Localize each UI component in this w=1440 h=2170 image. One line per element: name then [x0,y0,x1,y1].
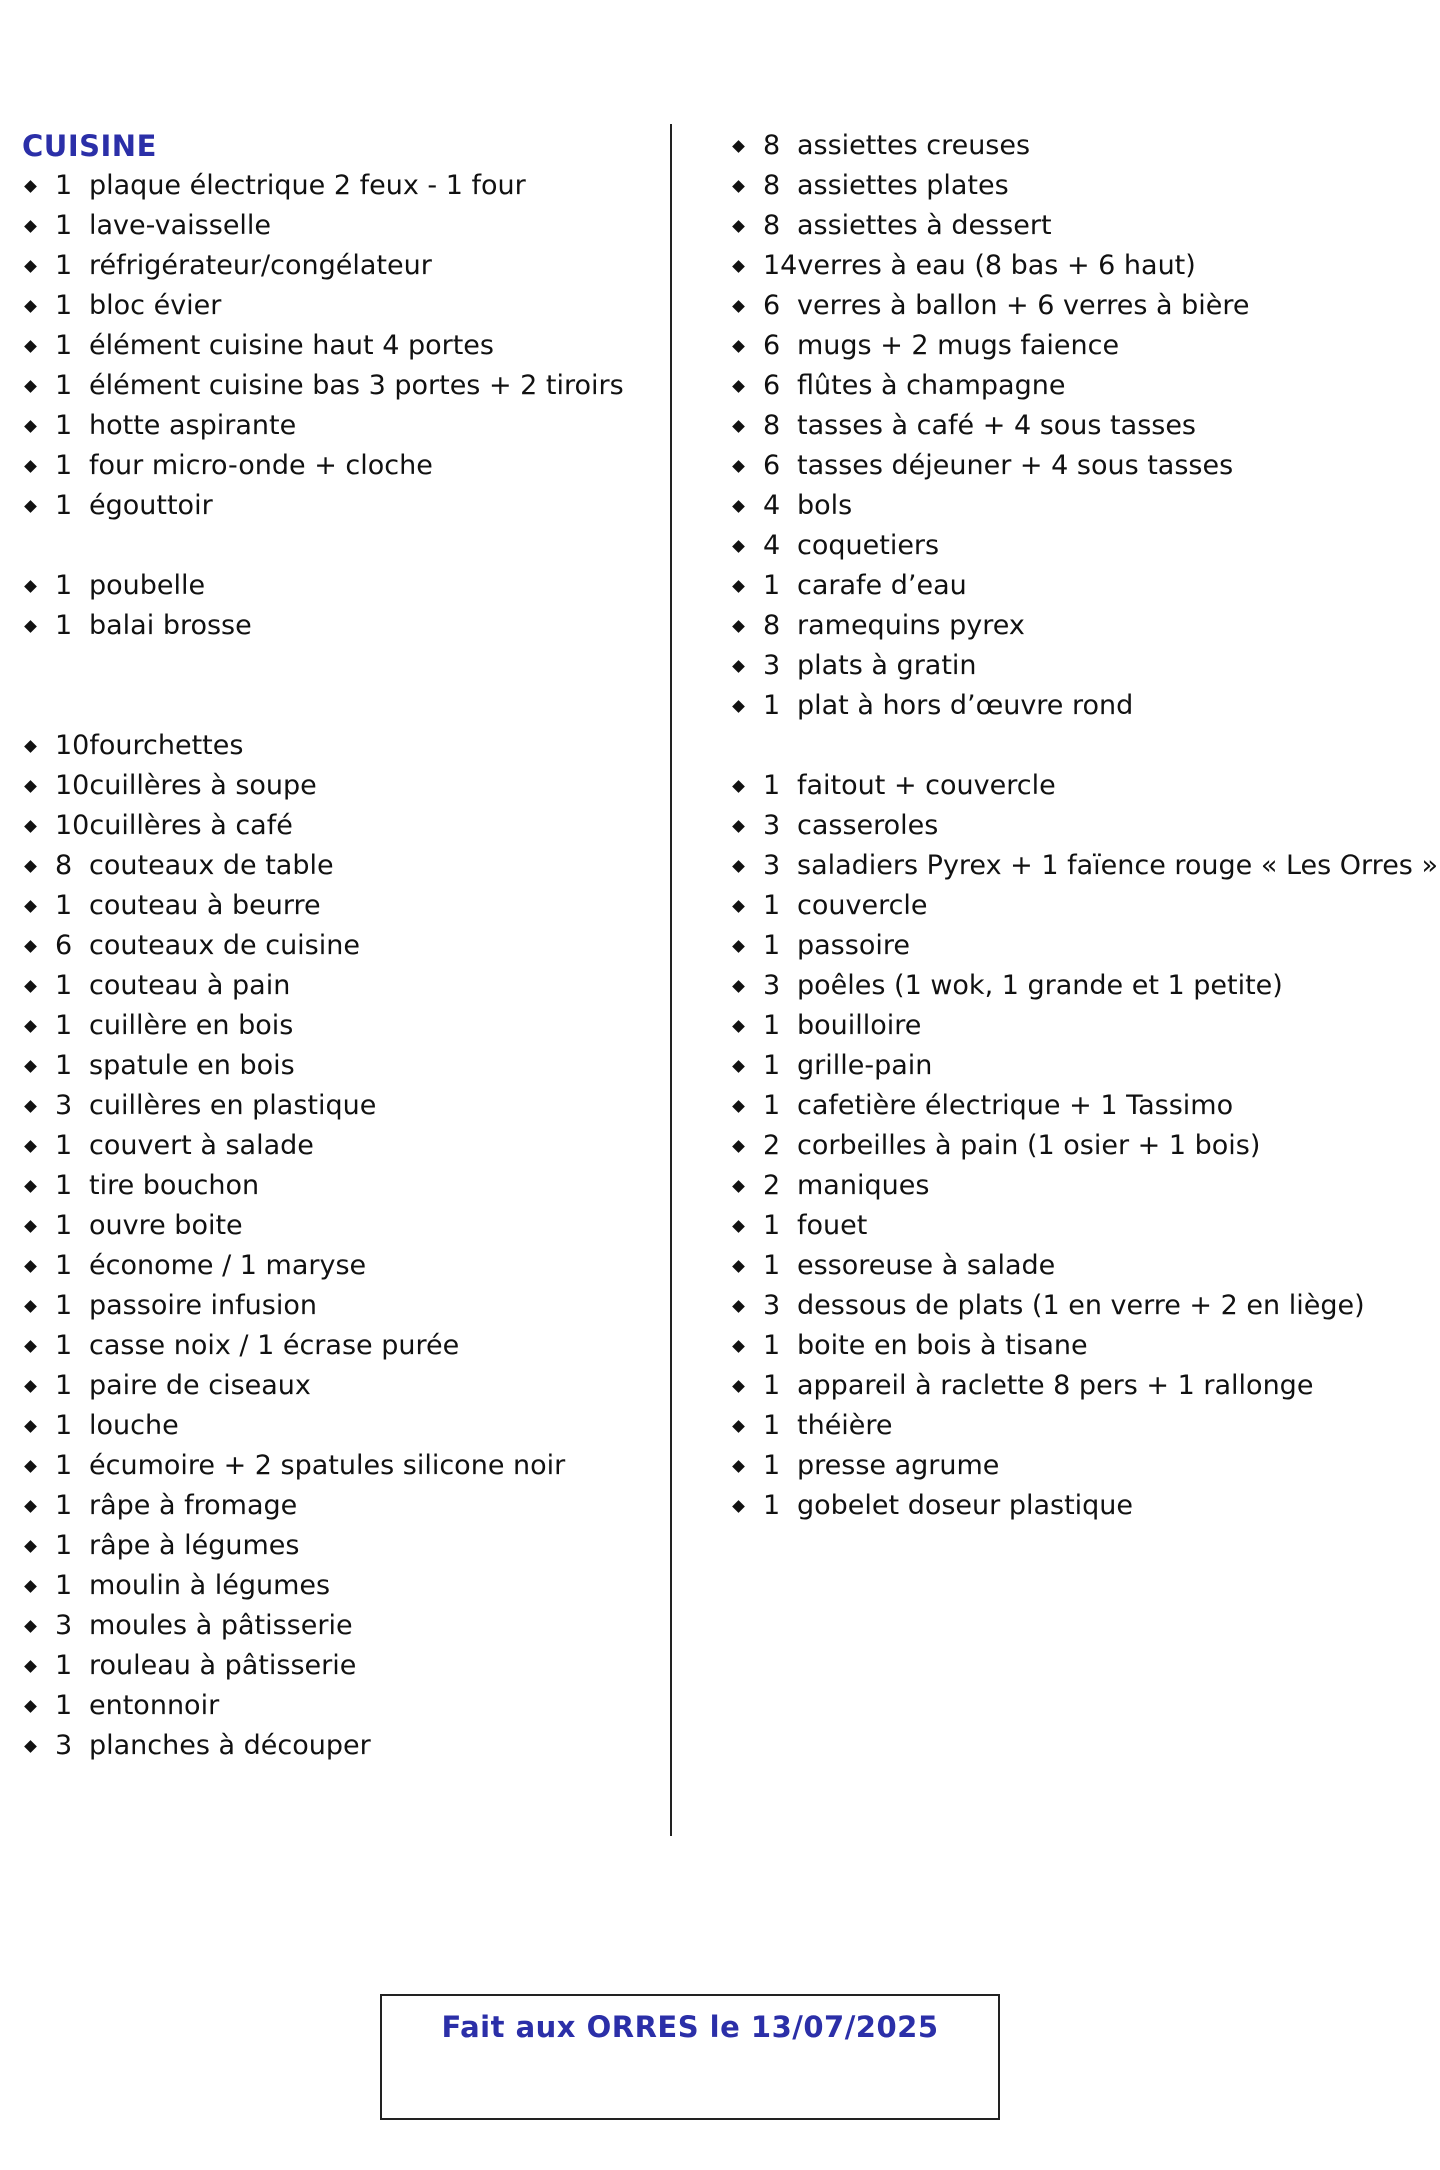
signature-box [380,1994,1000,2120]
list-item [22,166,642,206]
item-label: théière [797,1410,893,1441]
bullet-diamond-icon [24,740,37,753]
list-item [730,1486,1430,1526]
item-quantity: 3 [55,1610,73,1641]
item-quantity: 10 [55,770,90,801]
item-label: essoreuse à salade [797,1250,1056,1281]
item-label: passoire [797,930,910,961]
item-quantity: 1 [763,1370,781,1401]
item-label: grille-pain [797,1050,933,1081]
bullet-diamond-icon [24,620,37,633]
list-item [730,646,1430,686]
item-quantity: 2 [763,1170,781,1201]
item-quantity: 8 [763,410,781,441]
list-item [22,846,642,886]
item-quantity: 1 [763,1330,781,1361]
item-quantity: 1 [55,330,73,361]
bullet-diamond-icon [732,620,745,633]
left-column [22,126,642,1766]
list-item [22,326,642,366]
item-quantity: 1 [55,1690,73,1721]
list-item [730,1366,1430,1406]
item-label: cuillères en plastique [89,1090,377,1121]
item-quantity: 1 [55,170,73,201]
list-item [22,406,642,446]
bullet-diamond-icon [24,580,37,593]
item-quantity: 1 [763,1250,781,1281]
item-quantity: 10 [55,730,90,761]
bullet-diamond-icon [24,820,37,833]
list-item [22,1566,642,1606]
bullet-diamond-icon [24,260,37,273]
list-item [22,1526,642,1566]
item-label: fourchettes [89,730,244,761]
item-label: élément cuisine bas 3 portes + 2 tiroirs [89,370,624,401]
bullet-diamond-icon [732,140,745,153]
item-label: couvert à salade [89,1130,314,1161]
bullet-diamond-icon [24,1660,37,1673]
bullet-diamond-icon [24,500,37,513]
bullet-diamond-icon [24,860,37,873]
item-quantity: 1 [763,1010,781,1041]
item-quantity: 1 [763,1410,781,1441]
bullet-diamond-icon [732,1300,745,1313]
item-label: couteaux de table [89,850,334,881]
item-quantity: 1 [763,1090,781,1121]
list-item [22,286,642,326]
bullet-diamond-icon [732,1140,745,1153]
item-quantity: 14 [763,250,798,281]
bullet-diamond-icon [24,1220,37,1233]
item-quantity: 1 [55,250,73,281]
list-item [22,566,642,606]
list-item [22,766,642,806]
item-label: casse noix / 1 écrase purée [89,1330,460,1361]
bullet-diamond-icon [732,860,745,873]
bullet-diamond-icon [24,980,37,993]
item-quantity: 1 [55,450,73,481]
right-column [730,126,1438,1526]
item-quantity: 1 [55,370,73,401]
list-item [22,1286,642,1326]
list-item [22,1246,642,1286]
item-quantity: 3 [763,850,781,881]
list-item [22,1486,642,1526]
item-quantity: 6 [55,930,73,961]
item-label: couteaux de cuisine [89,930,360,961]
list-item [22,726,642,766]
bullet-diamond-icon [732,540,745,553]
item-label: tasses à café + 4 sous tasses [797,410,1197,441]
item-label: écumoire + 2 spatules silicone noir [89,1450,566,1481]
item-quantity: 1 [55,1130,73,1161]
list-item [730,366,1430,406]
bullet-diamond-icon [24,1340,37,1353]
item-quantity: 1 [763,1450,781,1481]
bullet-diamond-icon [732,1380,745,1393]
item-label: cuillère en bois [89,1010,294,1041]
bullet-diamond-icon [24,1060,37,1073]
right-list-cookware [730,766,1438,1526]
list-item [22,1726,642,1766]
list-item [22,606,642,646]
item-label: corbeilles à pain (1 osier + 1 bois) [797,1130,1261,1161]
item-quantity: 3 [55,1730,73,1761]
bullet-diamond-icon [732,180,745,193]
bullet-diamond-icon [732,780,745,793]
item-label: entonnoir [89,1690,220,1721]
item-label: lave-vaisselle [89,210,272,241]
list-item [730,1286,1430,1326]
bullet-diamond-icon [732,220,745,233]
bullet-diamond-icon [24,1460,37,1473]
item-label: assiettes à dessert [797,210,1052,241]
item-label: mugs + 2 mugs faience [797,330,1120,361]
bullet-diamond-icon [732,300,745,313]
item-quantity: 1 [55,1570,73,1601]
bullet-diamond-icon [732,1460,745,1473]
item-quantity: 6 [763,450,781,481]
list-item [730,1046,1430,1086]
item-quantity: 3 [763,650,781,681]
item-label: casseroles [797,810,939,841]
item-quantity: 1 [55,890,73,921]
item-label: verres à eau (8 bas + 6 haut) [797,250,1196,281]
item-label: ouvre boite [89,1210,243,1241]
item-label: passoire infusion [89,1290,317,1321]
bullet-diamond-icon [732,1060,745,1073]
item-quantity: 1 [55,1530,73,1561]
list-item [730,766,1430,806]
item-quantity: 1 [55,1490,73,1521]
item-label: cuillères à café [89,810,293,841]
item-label: assiettes plates [797,170,1009,201]
item-quantity: 1 [763,770,781,801]
item-label: louche [89,1410,179,1441]
item-quantity: 6 [763,330,781,361]
item-quantity: 8 [55,850,73,881]
item-quantity: 1 [55,570,73,601]
bullet-diamond-icon [24,340,37,353]
bullet-diamond-icon [24,1700,37,1713]
list-item [730,1326,1430,1366]
item-quantity: 4 [763,490,781,521]
item-quantity: 1 [55,1050,73,1081]
footer-date-text: Fait aux ORRES le 13/07/2025 [441,2010,939,2044]
bullet-diamond-icon [24,300,37,313]
list-item [22,1406,642,1446]
item-quantity: 1 [763,1210,781,1241]
list-item [22,1126,642,1166]
bullet-diamond-icon [24,1580,37,1593]
bullet-diamond-icon [24,1540,37,1553]
bullet-diamond-icon [732,1420,745,1433]
item-label: bouilloire [797,1010,922,1041]
list-item [730,486,1430,526]
item-label: dessous de plats (1 en verre + 2 en liège) [797,1290,1365,1321]
item-quantity: 1 [55,1410,73,1441]
item-quantity: 1 [55,210,73,241]
item-label: four micro-onde + cloche [89,450,433,481]
list-item [730,1086,1430,1126]
item-quantity: 1 [763,1050,781,1081]
item-label: appareil à raclette 8 pers + 1 rallonge [797,1370,1314,1401]
item-label: moules à pâtisserie [89,1610,353,1641]
bullet-diamond-icon [732,260,745,273]
list-item [730,1406,1430,1446]
bullet-diamond-icon [732,500,745,513]
list-item [22,246,642,286]
bullet-diamond-icon [732,660,745,673]
list-item [22,1366,642,1406]
item-label: coquetiers [797,530,940,561]
item-quantity: 8 [763,170,781,201]
item-label: carafe d’eau [797,570,967,601]
item-label: gobelet doseur plastique [797,1490,1134,1521]
item-quantity: 1 [763,690,781,721]
item-label: ramequins pyrex [797,610,1025,641]
list-item [730,286,1430,326]
item-label: rouleau à pâtisserie [89,1650,357,1681]
right-list-tableware [730,126,1430,726]
bullet-diamond-icon [24,1300,37,1313]
left-list-cleaning [22,566,642,646]
list-item [22,1206,642,1246]
bullet-diamond-icon [24,1380,37,1393]
left-list-utensils [22,726,642,1766]
list-item [730,406,1430,446]
item-quantity: 1 [763,570,781,601]
item-quantity: 3 [763,970,781,1001]
list-item [730,926,1430,966]
left-list-appliances [22,166,642,526]
item-quantity: 1 [763,890,781,921]
list-item [22,886,642,926]
item-label: paire de ciseaux [89,1370,311,1401]
bullet-diamond-icon [732,900,745,913]
item-quantity: 4 [763,530,781,561]
bullet-diamond-icon [24,1260,37,1273]
bullet-diamond-icon [732,1340,745,1353]
item-label: cuillères à soupe [89,770,317,801]
bullet-diamond-icon [24,1420,37,1433]
bullet-diamond-icon [24,940,37,953]
bullet-diamond-icon [732,700,745,713]
bullet-diamond-icon [24,420,37,433]
item-quantity: 1 [55,1010,73,1041]
item-label: planches à découper [89,1730,371,1761]
item-label: égouttoir [89,490,213,521]
list-item [730,1446,1430,1486]
item-quantity: 1 [55,1250,73,1281]
item-label: couteau à pain [89,970,291,1001]
item-label: bloc évier [89,290,222,321]
list-item [22,966,642,1006]
item-label: poêles (1 wok, 1 grande et 1 petite) [797,970,1283,1001]
item-label: saladiers Pyrex + 1 faïence rouge « Les Orres » [797,850,1438,881]
bullet-diamond-icon [732,1100,745,1113]
column-divider [670,124,672,1836]
bullet-diamond-icon [732,940,745,953]
item-label: plaque électrique 2 feux - 1 four [89,170,526,201]
item-quantity: 1 [55,970,73,1001]
list-item [22,1006,642,1046]
list-item [730,886,1430,926]
item-quantity: 1 [55,1170,73,1201]
item-label: flûtes à champagne [797,370,1066,401]
item-label: réfrigérateur/congélateur [89,250,432,281]
bullet-diamond-icon [732,580,745,593]
list-item [22,1086,642,1126]
list-item [22,1646,642,1686]
item-label: râpe à fromage [89,1490,298,1521]
bullet-diamond-icon [732,1260,745,1273]
item-label: râpe à légumes [89,1530,300,1561]
bullet-diamond-icon [732,340,745,353]
item-quantity: 1 [763,930,781,961]
list-item [22,486,642,526]
item-label: couteau à beurre [89,890,321,921]
item-quantity: 8 [763,130,781,161]
list-item [730,526,1430,566]
bullet-diamond-icon [24,380,37,393]
list-gap [22,526,642,566]
item-label: cafetière électrique + 1 Tassimo [797,1090,1234,1121]
item-label: bols [797,490,853,521]
list-item [730,446,1430,486]
list-item [730,806,1430,846]
list-item [730,1126,1430,1166]
item-label: poubelle [89,570,206,601]
item-label: moulin à légumes [89,1570,331,1601]
list-gap [22,646,642,726]
item-quantity: 6 [763,370,781,401]
list-item [730,326,1430,366]
bullet-diamond-icon [732,820,745,833]
list-item [22,806,642,846]
bullet-diamond-icon [24,1020,37,1033]
list-item [730,566,1430,606]
item-quantity: 1 [55,1330,73,1361]
bullet-diamond-icon [732,460,745,473]
list-item [22,366,642,406]
item-quantity: 8 [763,610,781,641]
item-quantity: 1 [55,1290,73,1321]
bullet-diamond-icon [24,780,37,793]
item-label: plat à hors d’œuvre rond [797,690,1134,721]
item-quantity: 3 [55,1090,73,1121]
list-gap [730,726,1430,766]
item-label: économe / 1 maryse [89,1250,367,1281]
item-quantity: 1 [55,610,73,641]
list-item [22,926,642,966]
list-item [730,606,1430,646]
list-item [730,1006,1430,1046]
list-item [22,1166,642,1206]
item-quantity: 1 [55,1210,73,1241]
list-item [730,1206,1430,1246]
list-item [730,126,1430,166]
item-quantity: 1 [55,410,73,441]
item-quantity: 1 [55,1370,73,1401]
bullet-diamond-icon [24,180,37,193]
item-label: tire bouchon [89,1170,260,1201]
item-label: tasses déjeuner + 4 sous tasses [797,450,1234,481]
bullet-diamond-icon [24,1740,37,1753]
item-label: hotte aspirante [89,410,297,441]
bullet-diamond-icon [24,1620,37,1633]
bullet-diamond-icon [24,1500,37,1513]
bullet-diamond-icon [732,1180,745,1193]
item-label: spatule en bois [89,1050,295,1081]
item-label: faitout + couvercle [797,770,1056,801]
bullet-diamond-icon [24,1100,37,1113]
item-label: presse agrume [797,1450,1000,1481]
list-item [730,1166,1430,1206]
bullet-diamond-icon [24,460,37,473]
bullet-diamond-icon [732,1020,745,1033]
item-label: fouet [797,1210,868,1241]
item-quantity: 6 [763,290,781,321]
bullet-diamond-icon [732,420,745,433]
item-label: balai brosse [89,610,252,641]
item-label: couvercle [797,890,928,921]
list-item [730,686,1430,726]
item-quantity: 1 [55,290,73,321]
list-item [730,206,1430,246]
item-quantity: 10 [55,810,90,841]
list-item [730,966,1430,1006]
list-item [22,1606,642,1646]
item-quantity: 1 [55,1450,73,1481]
list-item [730,246,1430,286]
list-item [730,166,1430,206]
item-label: élément cuisine haut 4 portes [89,330,494,361]
list-item [22,206,642,246]
bullet-diamond-icon [732,1220,745,1233]
item-quantity: 1 [763,1490,781,1521]
item-quantity: 3 [763,810,781,841]
list-item [22,446,642,486]
bullet-diamond-icon [732,980,745,993]
bullet-diamond-icon [24,1140,37,1153]
item-label: plats à gratin [797,650,977,681]
item-label: verres à ballon + 6 verres à bière [797,290,1250,321]
item-label: maniques [797,1170,930,1201]
item-quantity: 1 [55,1650,73,1681]
item-quantity: 8 [763,210,781,241]
item-label: assiettes creuses [797,130,1031,161]
list-item [22,1046,642,1086]
bullet-diamond-icon [732,1500,745,1513]
list-item [22,1446,642,1486]
item-quantity: 1 [55,490,73,521]
bullet-diamond-icon [24,1180,37,1193]
item-quantity: 3 [763,1290,781,1321]
list-item [22,1686,642,1726]
section-title-cuisine: CUISINE [22,129,157,163]
bullet-diamond-icon [732,380,745,393]
list-item [730,1246,1430,1286]
bullet-diamond-icon [24,220,37,233]
item-quantity: 2 [763,1130,781,1161]
item-label: boite en bois à tisane [797,1330,1088,1361]
list-item [22,1326,642,1366]
list-item [730,846,1438,886]
bullet-diamond-icon [24,900,37,913]
